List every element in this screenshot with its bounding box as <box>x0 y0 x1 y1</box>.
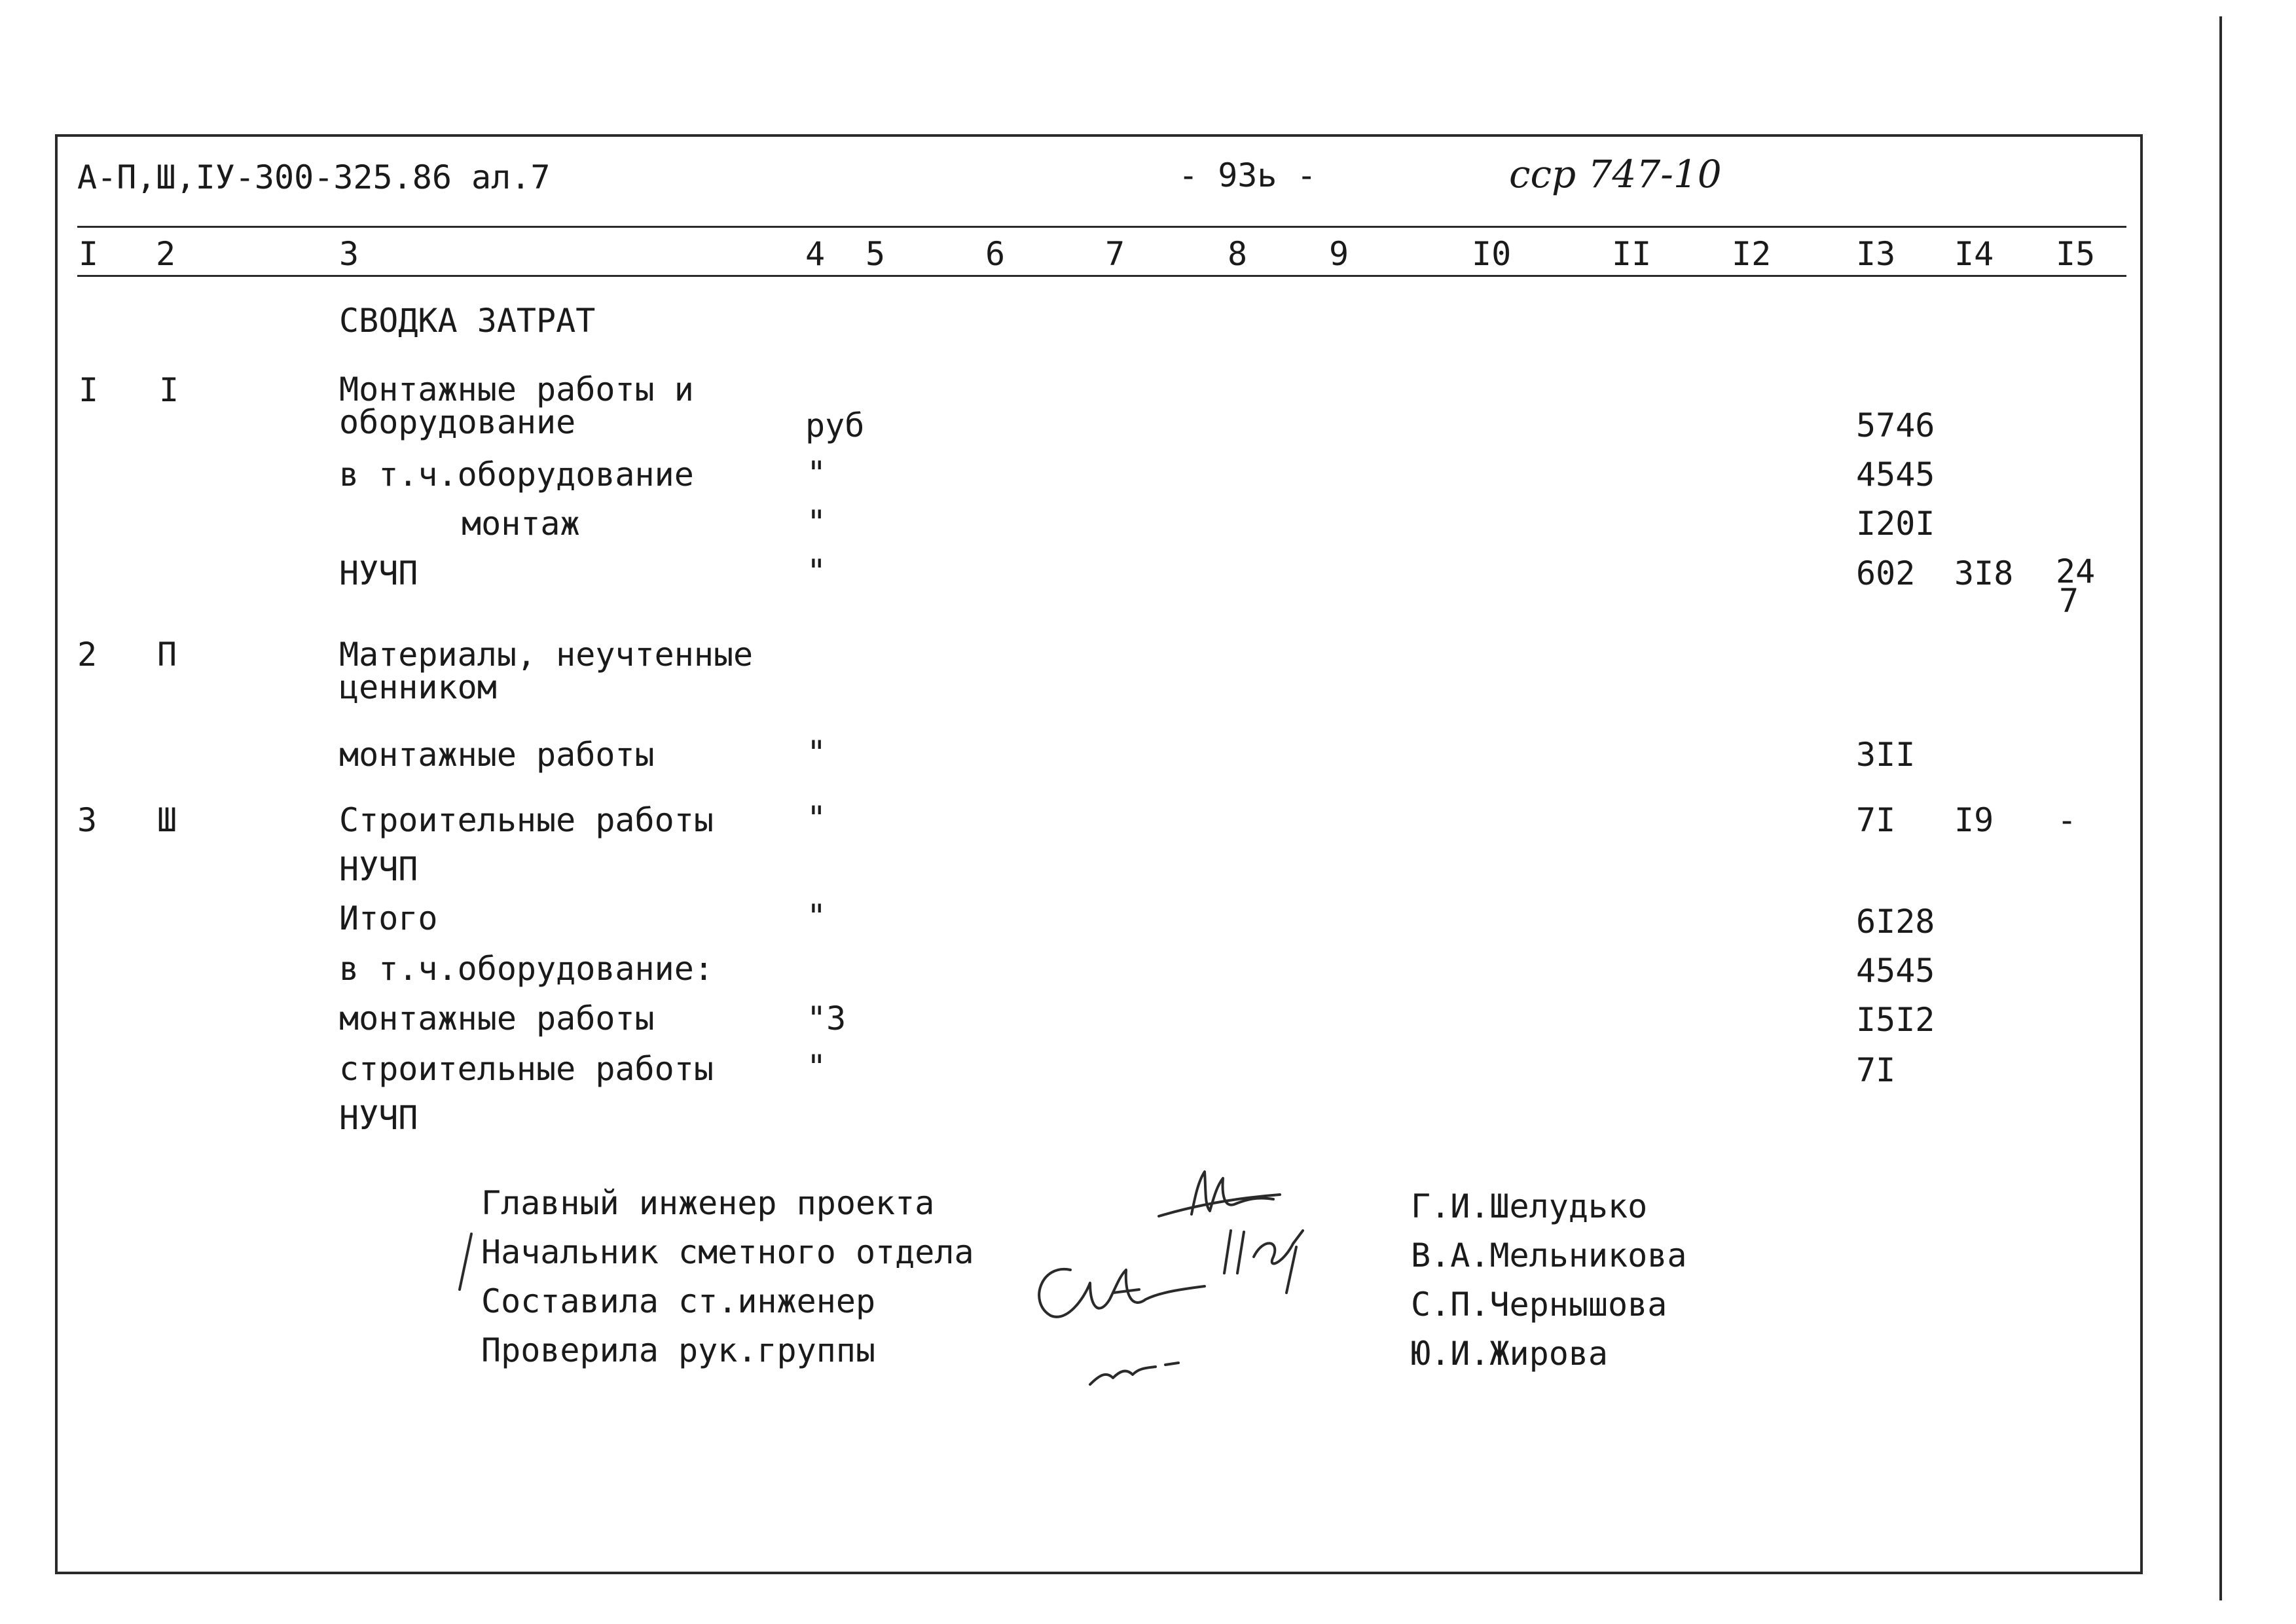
row-col14: 3I8 <box>1954 554 2014 592</box>
signature-3 <box>1039 1269 1205 1317</box>
row-name: Итого <box>339 899 438 937</box>
signature-1 <box>1159 1172 1280 1216</box>
row-name: монтаж <box>462 505 580 543</box>
row-name-line2: оборудование <box>339 403 576 441</box>
page-edge-rule <box>2219 16 2222 1600</box>
col-14: I4 <box>1954 235 1994 273</box>
row-name-line1: Материалы, неучтенные <box>339 636 754 674</box>
row-unit: " <box>807 503 827 541</box>
row-unit: "3 <box>807 1000 847 1038</box>
row-unit: " <box>807 552 827 590</box>
row-name: Строительные работы <box>339 801 714 839</box>
signature-role: Главный инженер проекта <box>481 1184 935 1222</box>
row-name: монтажные работы <box>339 1000 655 1038</box>
signature-role: Проверила рук.группы <box>481 1331 876 1369</box>
row-col13: 602 <box>1856 554 1916 592</box>
row-col13: 4545 <box>1856 456 1935 494</box>
col-9: 9 <box>1329 235 1349 273</box>
row-unit: " <box>807 897 827 935</box>
row-index: 3 <box>77 801 98 839</box>
col-6: 6 <box>985 235 1006 273</box>
row-col13: 5746 <box>1856 406 1935 444</box>
row-index: I <box>79 371 99 409</box>
col-12: I2 <box>1732 235 1772 273</box>
row-col13: 7I <box>1856 1051 1896 1089</box>
signature-person: Ю.И.Жирова <box>1411 1335 1609 1373</box>
row-name-line2: ценником <box>339 668 497 706</box>
col-10: I0 <box>1472 235 1512 273</box>
row-section: Ш <box>157 801 177 839</box>
row-col13: 7I <box>1856 801 1896 839</box>
col-15: I5 <box>2056 235 2096 273</box>
row-col15-line1: 24 <box>2056 552 2096 590</box>
row-name-line1: Монтажные работы и <box>339 370 694 408</box>
doc-code: А-П,Ш,IУ-300-325.86 ал.7 <box>77 158 551 196</box>
row-col14: I9 <box>1954 801 1994 839</box>
handwritten-signatures <box>452 1159 1368 1414</box>
col-13: I3 <box>1856 235 1896 273</box>
row-unit: " <box>807 734 827 772</box>
col-11: II <box>1612 235 1652 273</box>
signature-person: С.П.Чернышова <box>1411 1286 1667 1324</box>
col-3: 3 <box>339 235 359 273</box>
margin-mark <box>460 1234 471 1290</box>
handwritten-code: сср 747-10 <box>1509 152 1722 196</box>
signature-4 <box>1090 1363 1178 1384</box>
signature-person: В.А.Мельникова <box>1411 1236 1687 1274</box>
signature-2 <box>1224 1231 1303 1293</box>
signature-role: Составила ст.инженер <box>481 1282 876 1320</box>
section-title: СВОДКА ЗАТРАТ <box>339 302 596 340</box>
row-name: в т.ч.оборудование: <box>339 950 714 988</box>
row-unit: " <box>807 454 827 492</box>
row-index: 2 <box>77 636 98 674</box>
row-unit: руб <box>805 406 865 444</box>
col-4: 4 <box>805 235 826 273</box>
row-section: П <box>157 636 177 674</box>
header-rule-top <box>77 226 2126 228</box>
row-col15-line2: 7 <box>2059 582 2079 620</box>
signature-person: Г.И.Шелудько <box>1411 1187 1648 1225</box>
col-1: I <box>79 235 99 273</box>
row-name: НУЧП <box>339 1099 418 1137</box>
row-unit: " <box>807 1048 827 1086</box>
col-7: 7 <box>1105 235 1125 273</box>
row-col15: - <box>2057 801 2077 839</box>
col-2: 2 <box>156 235 176 273</box>
row-name: строительные работы <box>339 1050 714 1088</box>
row-name: НУЧП <box>339 554 418 592</box>
col-5: 5 <box>866 235 886 273</box>
row-col13: I5I2 <box>1856 1001 1935 1039</box>
signature-role: Начальник сметного отдела <box>481 1233 974 1271</box>
row-col13: 4545 <box>1856 952 1935 990</box>
row-unit: " <box>807 799 827 837</box>
row-col13: 6I28 <box>1856 903 1935 941</box>
header-rule-bottom <box>77 275 2126 277</box>
page-number: - 93ь - <box>1178 156 1317 194</box>
row-name: в т.ч.оборудование <box>339 456 694 494</box>
row-col13: I20I <box>1856 505 1935 543</box>
row-section: I <box>159 371 179 409</box>
row-col13: 3II <box>1856 736 1916 774</box>
row-name: монтажные работы <box>339 736 655 774</box>
row-name: НУЧП <box>339 850 418 888</box>
col-8: 8 <box>1228 235 1248 273</box>
